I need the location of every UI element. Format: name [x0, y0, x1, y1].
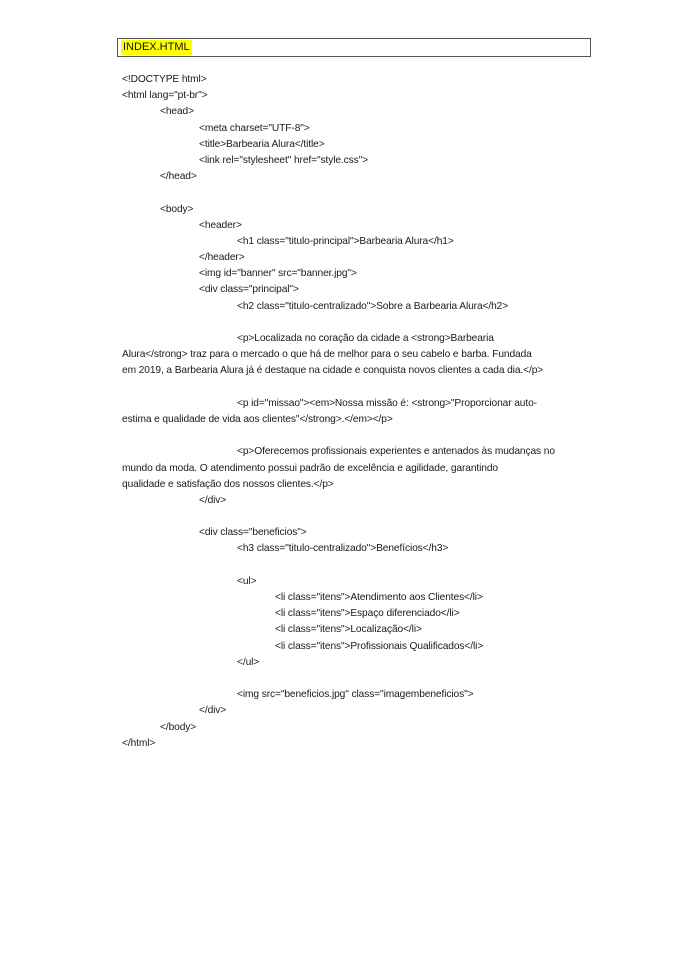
code-line: <p id="missao"><em>Nossa missão é: <strong>"Proporcionar auto- [237, 397, 537, 409]
code-line: </header> [199, 252, 245, 264]
code-line: <img id="banner" src="banner.jpg"> [199, 268, 357, 280]
code-line: <li class="itens">Atendimento aos Clientes</li> [275, 592, 483, 603]
blank-line [122, 185, 592, 201]
code-line: <html lang="pt-br"> [122, 90, 208, 102]
blank-line [122, 315, 592, 331]
code-line: <h2 class="titulo-centralizado">Sobre a Barbearia Alura</h2> [237, 300, 509, 312]
code-line: </head> [160, 171, 197, 183]
code-line: </html> [122, 737, 156, 749]
code-line: <img src="beneficios.jpg" class="imagembeneficios"> [237, 689, 474, 701]
code-line: <head> [160, 106, 194, 118]
code-line: <title>Barbearia Alura</title> [199, 138, 325, 150]
code-line: <body> [160, 203, 194, 215]
code-line: <p>Oferecemos profissionais experientes e antenados às mudanças no [237, 446, 555, 458]
code-line: </body> [160, 721, 197, 733]
code-line: <h1 class="titulo-principal">Barbearia Alura</h1> [237, 235, 454, 247]
code-line: <header> [199, 219, 242, 231]
code-line: <link rel="stylesheet" href="style.css"> [199, 154, 369, 166]
code-line: <!DOCTYPE html> [122, 74, 207, 85]
code-line: <div class="beneficios"> [199, 527, 307, 539]
code-line: mundo da moda. O atendimento possui padrão de excelência e agilidade, garantindo [122, 462, 498, 474]
code-line: <li class="itens">Localização</li> [275, 624, 422, 636]
blank-line [122, 671, 592, 687]
code-line: </div> [199, 494, 227, 506]
code-listing [122, 72, 592, 752]
code-line: <meta charset="UTF-8"> [199, 122, 310, 134]
code-line: </ul> [237, 656, 260, 668]
code-line: <p>Localizada no coração da cidade a <strong>Barbearia [237, 333, 494, 344]
code-line: <li class="itens">Espaço diferenciado</li> [275, 608, 460, 620]
code-line: <li class="itens">Profissionais Qualificados</li> [275, 640, 484, 652]
code-line: em 2019, a Barbearia Alura já é destaque na cidade e conquista novos clientes a cada dia.</p> [122, 365, 544, 377]
code-line: estima e qualidade de vida aos clientes"</strong>.</em></p> [122, 413, 393, 425]
blank-line [122, 558, 592, 574]
code-line: <ul> [237, 575, 257, 587]
code-line: qualidade e satisfação dos nossos clientes.</p> [122, 478, 334, 490]
code-line: <div class="principal"> [199, 284, 299, 296]
code-line: <h3 class="titulo-centralizado">Benefícios</h3> [237, 543, 449, 555]
blank-line [122, 380, 592, 396]
code-line: </div> [199, 705, 227, 717]
document-title-box [117, 38, 591, 57]
blank-line [122, 428, 592, 444]
blank-line [122, 509, 592, 525]
code-line: Alura</strong> traz para o mercado o que há de melhor para o seu cabelo e barba. Fundada [122, 349, 532, 361]
document-title: INDEX.HTML [123, 41, 190, 53]
